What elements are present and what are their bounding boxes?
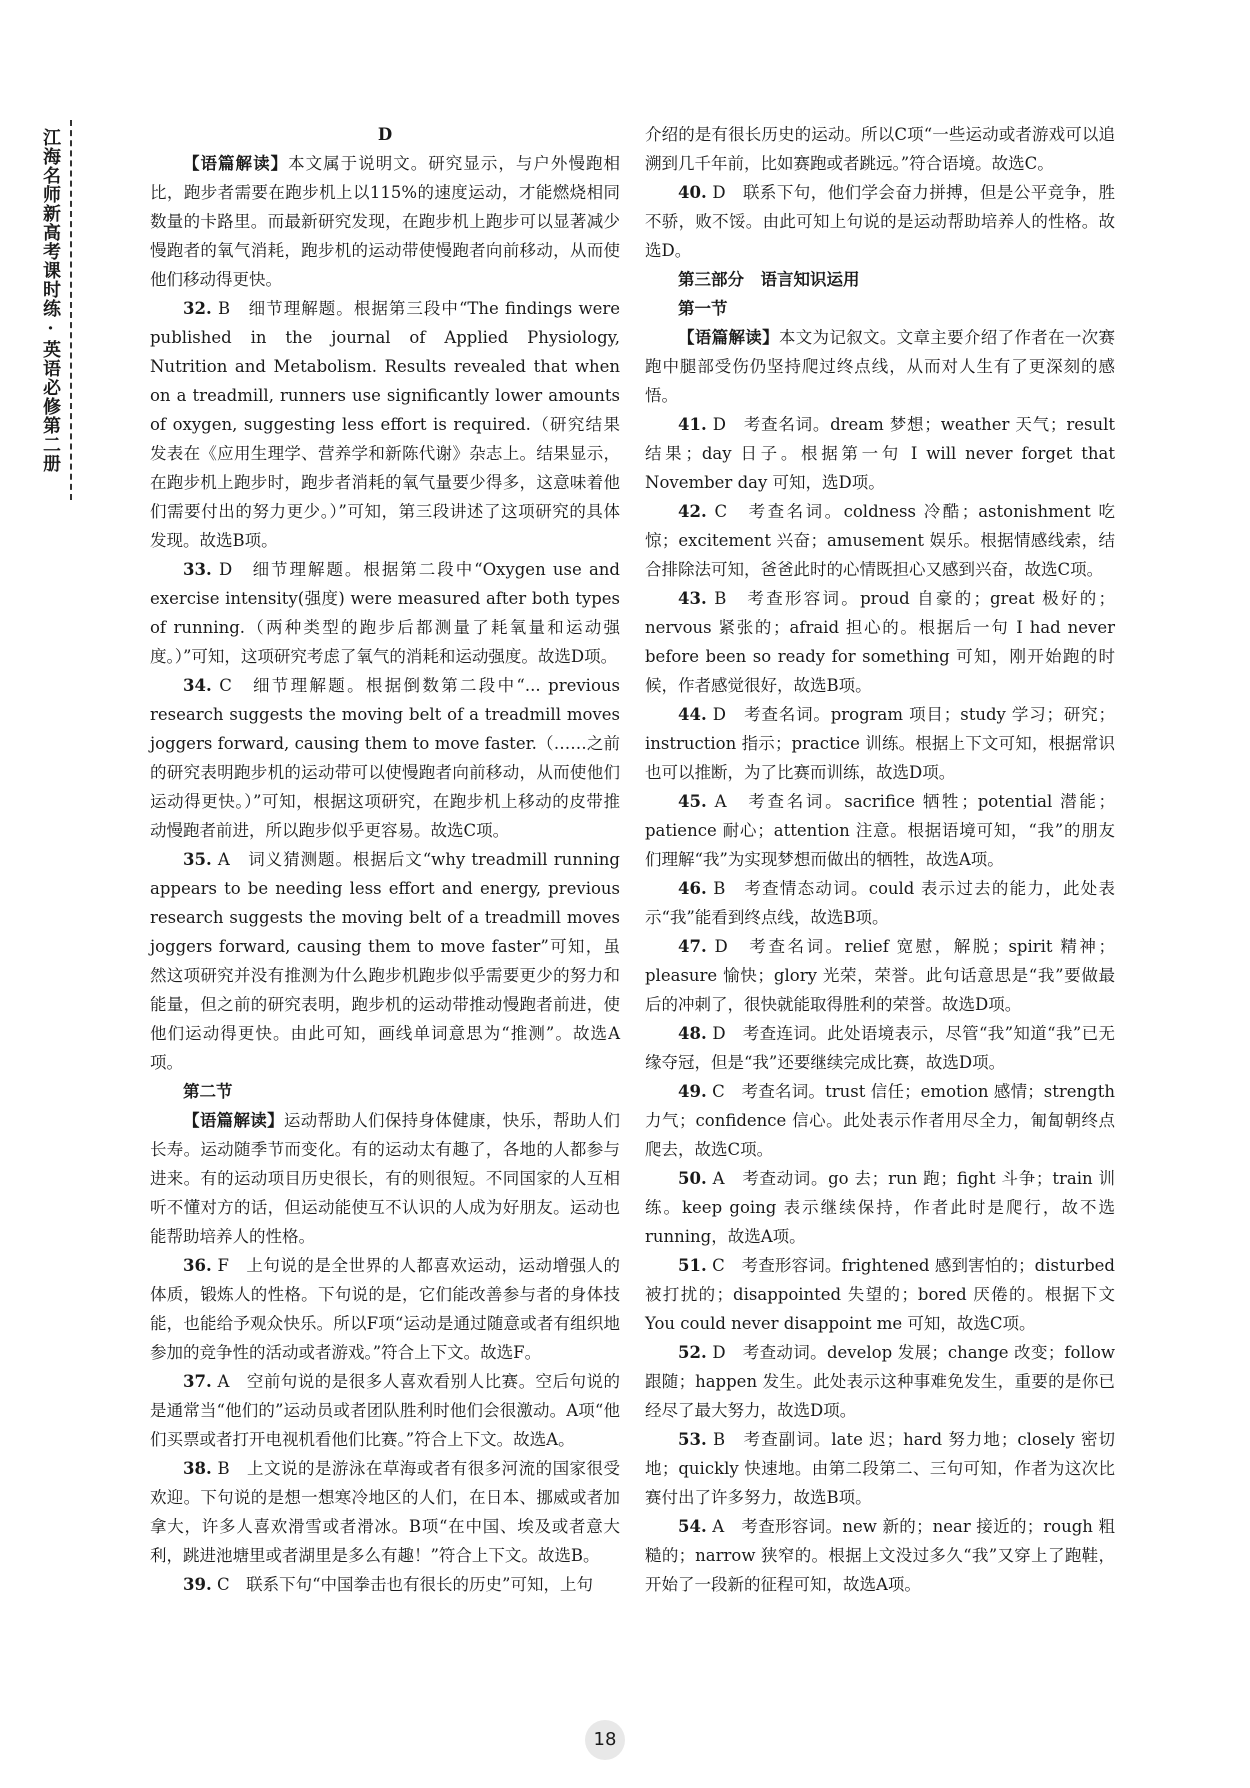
series-title: 江海名师新高考课时练·英语必修第二册 bbox=[40, 128, 61, 473]
section-2-title: 第二节 bbox=[183, 1082, 233, 1101]
answer-36: 36. F 上句说的是全世界的人都喜欢运动，运动增强人的体质，锻炼人的性格。下句说的是，它们能改善参与者的身体技能，也能给予观众快乐。所以F项“运动是通过随意或者有组织地参加的竞争性的活动或者游戏。”符合上下文。故选F。 bbox=[150, 1256, 620, 1362]
answer-35: 35. A 词义猜测题。根据后文“why treadmill running appears to be needing less effort and energy, previous research suggests the moving belt of a treadmill moves joggers forward, causing them to move faster”可知，虽然这项研究并没有推测为什么跑步机跑步似乎需要更少的努力和能量，但之前的研究表明，跑步机的运动带推动慢跑者前进，使他们运动得更快。由此可知，画线单词意思为“推测”。故选A项。 bbox=[150, 850, 620, 1072]
intro-tag: 【语篇解读】 bbox=[183, 154, 289, 173]
section-2-intro: 【语篇解读】运动帮助人们保持身体健康，快乐，帮助人们长寿。运动随季节而变化。有的运动太有趣了，各地的人都参与进来。有的运动项目历史很长，有的则很短。不同国家的人互相听不懂对方的话，但运动能使互不认识的人成为好朋友。运动也能帮助培养人的性格。 bbox=[150, 1111, 621, 1246]
answer-39: 39. C 联系下句“中国拳击也有很长的历史”可知，上句 bbox=[183, 1575, 593, 1594]
answer-49: 49. C 考查名词。trust 信任；emotion 感情；strength 力气；confidence 信心。此处表示作者用尽全力，匍匐朝终点爬去，故选C项。 bbox=[645, 1082, 1115, 1159]
intro-text: 本文属于说明文。研究显示，与户外慢跑相比，跑步者需要在跑步机上以115%的速度运动，才能燃烧相同数量的卡路里。而最新研究发现，在跑步机上跑步可以显著减少慢跑者的氧气消耗，跑步机的运动带使慢跑者向前移动，从而使他们移动得更快。 bbox=[150, 154, 621, 289]
sidebar-series-label bbox=[30, 120, 72, 500]
passage-intro bbox=[150, 149, 620, 294]
answer-34: 34. C 细节理解题。根据倒数第二段中“... previous research suggests the moving belt of a treadmill moves joggers forward, causing them to move faster.（……之前的研究表明跑步机的运动带可以使慢跑者向前移动，从而使他们运动得更快。）”可知，根据这项研究，在跑步机上移动的皮带推动慢跑者前进，所以跑步似乎更容易。故选C项。 bbox=[150, 676, 620, 840]
left-column bbox=[150, 120, 620, 1599]
answer-41: 41. D 考查名词。dream 梦想；weather 天气；result 结果；day 日子。根据第一句 I will never forget that November day 可知，选D项。 bbox=[645, 415, 1115, 492]
answer-32: 32. B 细节理解题。根据第三段中“The findings were published in the journal of Applied Physiology, Nutrition and Metabolism. Results revealed that when on a treadmill, runners use significantly lower amounts of oxygen, suggesting less effort is required.（研究结果发表在《应用生理学、营养学和新陈代谢》杂志上。结果显示，在跑步机上跑步时，跑步者消耗的氧气量要少得多，这意味着他们需要付出的努力更少。）”可知，第三段讲述了这项研究的具体发现。故选B项。 bbox=[150, 299, 620, 550]
answer-43: 43. B 考查形容词。proud 自豪的；great 极好的；nervous 紧张的；afraid 担心的。根据后一句 I had never before been so ready for something 可知，刚开始跑的时候，作者感觉很好，故选B项。 bbox=[645, 589, 1116, 695]
answer-47: 47. D 考查名词。relief 宽慰，解脱；spirit 精神；pleasure 愉快；glory 光荣，荣誉。此句话意思是“我”要做最后的冲刺了，很快就能取得胜利的荣誉。故选D项。 bbox=[645, 937, 1115, 1014]
answer-40: 40. D 联系下句，他们学会奋力拼搏，但是公平竞争，胜不骄，败不馁。由此可知上句说的是运动帮助培养人的性格。故选D。 bbox=[645, 183, 1116, 260]
answer-33: 33. D 细节理解题。根据第二段中“Oxygen use and exercise intensity(强度) were measured after both types of running.（两种类型的跑步后都测量了耗氧量和运动强度。）”可知，这项研究考虑了氧气的消耗和运动强度。故选D项。 bbox=[150, 560, 620, 666]
page-number: 18 bbox=[585, 1720, 625, 1760]
answer-44: 44. D 考查名词。program 项目；study 学习；研究；instruction 指示；practice 训练。根据上下文可知，根据常识也可以推断，为了比赛而训练，故选D项。 bbox=[645, 705, 1115, 782]
answer-53: 53. B 考查副词。late 迟；hard 努力地；closely 密切地；quickly 快速地。由第二段第二、三句可知，作者为这次比赛付出了许多努力，故选B项。 bbox=[645, 1430, 1115, 1507]
answer-45: 45. A 考查名词。sacrifice 牺牲；potential 潜能；patience 耐心；attention 注意。根据语境可知，“我”的朋友们理解“我”为实现梦想而做出的牺牲，故选A项。 bbox=[645, 792, 1115, 869]
answer-38: 38. B 上文说的是游泳在草海或者有很多河流的国家很受欢迎。下句说的是想一想寒冷地区的人们，在日本、挪威或者加拿大，许多人喜欢滑雪或者滑冰。B项“在中国、埃及或者意大利，跳进池塘里或者湖里是多么有趣！”符合上下文。故选B。 bbox=[150, 1459, 620, 1565]
answer-50: 50. A 考查动词。go 去；run 跑；fight 斗争；train 训练。keep going 表示继续保持，作者此时是爬行，故不选 running，故选A项。 bbox=[645, 1169, 1115, 1246]
answer-48: 48. D 考查连词。此处语境表示，尽管“我”知道“我”已无缘夺冠，但是“我”还要继续完成比赛，故选D项。 bbox=[645, 1024, 1115, 1072]
answer-51: 51. C 考查形容词。frightened 感到害怕的；disturbed 被打扰的；disappointed 失望的；bored 厌倦的。根据下文 You could never disappoint me 可知，故选C项。 bbox=[645, 1256, 1115, 1333]
cloze-intro: 【语篇解读】本文为记叙文。文章主要介绍了作者在一次赛跑中腿部受伤仍坚持爬过终点线，从而对人生有了更深刻的感悟。 bbox=[645, 328, 1116, 405]
answer-52: 52. D 考查动词。develop 发展；change 改变；follow 跟随；happen 发生。此处表示这种事难免发生，重要的是你已经尽了最大努力，故选D项。 bbox=[645, 1343, 1115, 1420]
section-1-title: 第一节 bbox=[678, 299, 728, 318]
answer-46: 46. B 考查情态动词。could 表示过去的能力，此处表示“我”能看到终点线，故选B项。 bbox=[645, 879, 1115, 927]
answer-39-continued: 介绍的是有很长历史的运动。所以C项“一些运动或者游戏可以追溯到几千年前，比如赛跑或者跳远。”符合语境。故选C。 bbox=[645, 125, 1115, 173]
answer-54: 54. A 考查形容词。new 新的；near 接近的；rough 粗糙的；narrow 狭窄的。根据上文没过多久“我”又穿上了跑鞋，开始了一段新的征程可知，故选A项。 bbox=[645, 1517, 1115, 1594]
part-3-title: 第三部分 语言知识运用 bbox=[678, 270, 860, 289]
right-column bbox=[645, 120, 1115, 1599]
answer-37: 37. A 空前句说的是很多人喜欢看别人比赛。空后句说的是通常当“他们的”运动员或者团队胜利时他们会很激动。A项“他们买票或者打开电视机看他们比赛。”符合上下文。故选A。 bbox=[150, 1372, 620, 1449]
section-d-title: D bbox=[377, 125, 393, 144]
answer-42: 42. C 考查名词。coldness 冷酷；astonishment 吃惊；excitement 兴奋；amusement 娱乐。根据情感线索，结合排除法可知，爸爸此时的心情既担心又感到兴奋，故选C项。 bbox=[645, 502, 1115, 579]
